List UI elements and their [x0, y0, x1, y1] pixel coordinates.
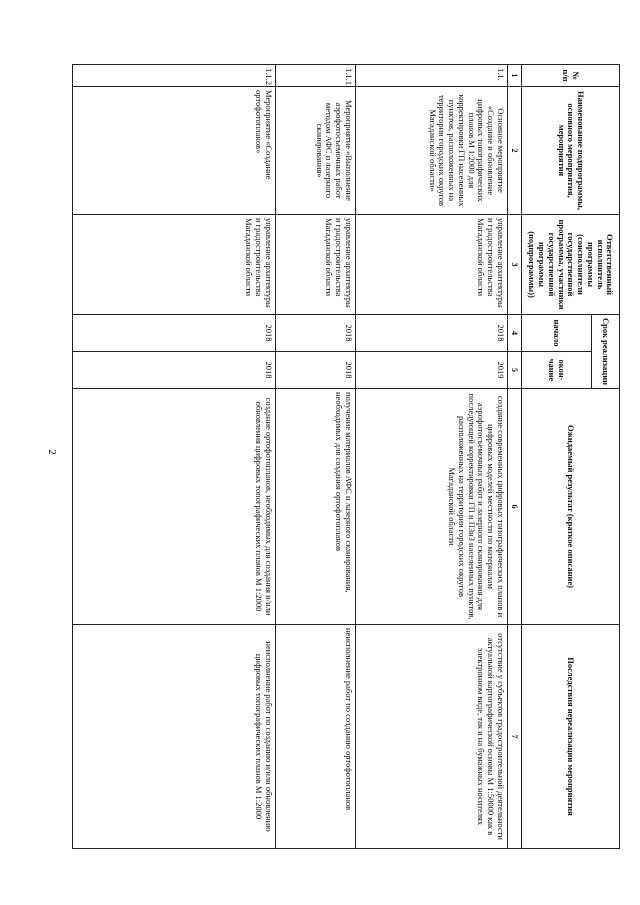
- table-row: [73, 65, 276, 849]
- row-start: 2018: [276, 315, 356, 352]
- header-result: Ожидаемый результат (краткое описание): [522, 389, 620, 625]
- row-name: Мероприятие «Выполнение аэрофотосъемочных работ методом АФС и лазерного сканирования»: [276, 87, 356, 215]
- row-result: создание современных цифровых топографических планов и цифровых моделей местности по материалам аэрофотосъемочных работ и лазерного сканирования для последующей корректировки ГП и ПЗиЗ населенных пунктов, расположенных на территории городских округов Магаданской области: [356, 389, 508, 625]
- row-result: создание ортофотопланов, необходимых для создания и/или обновления цифровых топографических планов М 1:2000: [73, 389, 276, 625]
- column-number: 2: [508, 87, 522, 215]
- page-number: 2: [46, 449, 58, 455]
- row-end: 2018: [73, 352, 276, 389]
- column-number: 5: [508, 352, 522, 389]
- table-row: [356, 65, 508, 849]
- row-num: 1.1.1.: [276, 65, 356, 87]
- column-number: 4: [508, 315, 522, 352]
- row-num: 1.1.: [356, 65, 508, 87]
- row-end: 2018: [276, 352, 356, 389]
- row-result: получение материалов АФС и лазерного сканирования, необходимых для создания ортофотопланов: [276, 389, 356, 625]
- rotated-page-content: [72, 64, 620, 848]
- row-consequence: неисполнение работ по созданию ортофотопланов: [276, 625, 356, 849]
- column-number: 1: [508, 65, 522, 87]
- column-number: 3: [508, 215, 522, 315]
- column-number: 6: [508, 389, 522, 625]
- row-start: 2018: [73, 315, 276, 352]
- program-measures-table: [72, 64, 620, 849]
- header-consequence: Последствия нереализации мероприятия: [522, 625, 620, 849]
- column-number-row: [508, 65, 522, 849]
- row-consequence: отсутствие у субъектов градостроительной деятельности актуальной картографической основы М 1:50000 как в электронном виде, так и на бумажных носителях: [356, 625, 508, 849]
- header-row: [592, 65, 620, 849]
- header-end: окон-чание: [522, 352, 592, 389]
- row-consequence: неисполнение работ по созданию и/или обновлению цифровых топографических планов М 1:2000: [73, 625, 276, 849]
- row-name: Основное мероприятие «Создание и обновление цифровых топографических планов М 1:2000 для корректировки ГП населенных пунктов, расположенных на территории городских округов Магаданской области»: [356, 87, 508, 215]
- table-row: [276, 65, 356, 849]
- column-number: 7: [508, 625, 522, 849]
- header-start: начало: [522, 315, 592, 352]
- row-start: 2018: [356, 315, 508, 352]
- row-executor: управление архитектуры и градостроительства Магаданской области: [356, 215, 508, 315]
- header-term: Срок реализации: [592, 315, 620, 389]
- row-executor: управление архитектуры и градостроительства Магаданской области: [276, 215, 356, 315]
- row-name: Мероприятие «Создание ортофотопланов»: [73, 87, 276, 215]
- header-name: Наименование подпрограммы, основного мероприятия, мероприятия: [522, 87, 620, 215]
- row-num: 1.1.2.: [73, 65, 276, 87]
- row-executor: управление архитектуры и градостроительства Магаданской области: [73, 215, 276, 315]
- header-executor: Ответственный исполнитель программы (соисполнители государственной программы, участники государственной программы (подпрограммы)): [522, 215, 620, 315]
- row-end: 2019: [356, 352, 508, 389]
- header-num: № п/п: [522, 65, 620, 87]
